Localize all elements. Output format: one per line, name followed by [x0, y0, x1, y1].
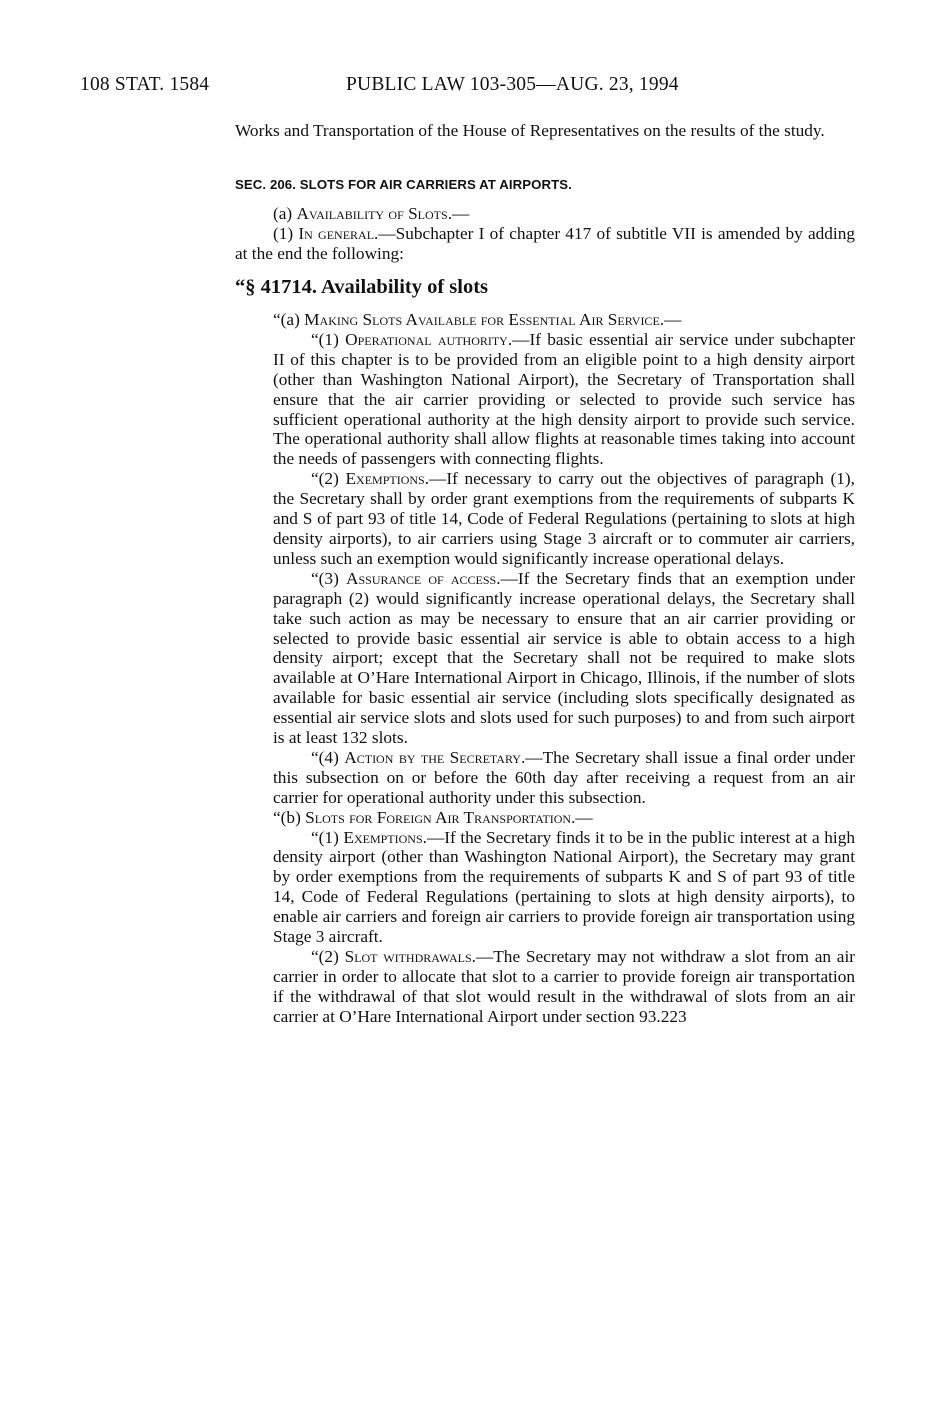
- para-caption: Exemptions: [343, 827, 423, 847]
- paragraph-1-text: .—Subchapter I of chapter 417 of subtitle VII is amended by adding at the end the following:: [235, 223, 855, 263]
- para-text: .—The Secretary may not withdraw a slot from an air carrier in order to allocate that slot to a carrier to provide foreign air transportation if the withdrawal of that slot would result in the withdrawal of slots from an air carrier at O’Hare International Airport under section 93.223: [273, 947, 855, 1026]
- para-text: .—The Secretary shall issue a final order under this subsection on or before the 60th day after receiving a request from an air carrier for operational authority under this subsection.: [273, 747, 855, 807]
- para-text: .—If basic essential air service under subchapter II of this chapter is to be provided from an eligible point to a high density airport (other than Washington National Airport), the Secretary of Transportation shall ensure that the air carrier providing or selected to provide such service has sufficient operational authority at the high density airport to provide such service. The operational authority shall allow flights at reasonable times taking into account the needs of passengers with connecting flights.: [273, 329, 855, 469]
- para-lead: “(b): [273, 807, 306, 827]
- new-section-body: [273, 310, 855, 1027]
- public-law-title: PUBLIC LAW 103-305—AUG. 23, 1994: [346, 74, 679, 95]
- para-text: .—If the Secretary finds that an exemption under paragraph (2) would significantly increase operational delays, the Secretary shall take such action as may be necessary to ensure that an air carrier providing or selected to provide basic essential air service is able to obtain access to a high density airport; except that the Secretary shall not be required to make slots available at O’Hare International Airport in Chicago, Illinois, if the number of slots available for basic essential air service (including slots specifically designated as essential air service slots and slots used for such purposes) to and from such airport is at least 132 slots.: [273, 568, 855, 748]
- paragraph-1-caption: In general: [298, 223, 375, 243]
- paragraph-1-lead: (1): [273, 223, 299, 243]
- intro-paragraph: [235, 121, 855, 141]
- para-caption: Exemptions: [345, 469, 425, 489]
- amendment-block: [235, 204, 855, 264]
- paragraph-exemptions: [273, 469, 855, 569]
- statute-page-number: 108 STAT. 1584: [80, 74, 210, 95]
- para-caption: Action by the Secretary: [344, 747, 521, 767]
- para-lead: “(3): [311, 568, 346, 588]
- subsection-a-dash: .—: [447, 204, 470, 223]
- section-heading: SEC. 206. SLOTS FOR AIR CARRIERS AT AIRPORTS.: [235, 177, 572, 192]
- paragraph-1-line: [235, 224, 855, 264]
- subsection-a-lead: (a): [273, 204, 297, 223]
- page-header: [80, 74, 780, 104]
- para-text: .—If necessary to carry out the objectives of paragraph (1), the Secretary shall by order grant exemptions from the requirements of subparts K and S of part 93 of title 14, Code of Federal Regulations (pertaining to slots at high density airports), to air carriers using Stage 3 aircraft or to commuter air carriers, unless such an exemption would significantly increase operational delays.: [273, 469, 855, 568]
- subsection-b-heading: [273, 808, 855, 828]
- paragraph-action-by-secretary: [273, 748, 855, 808]
- paragraph-slot-withdrawals: [273, 947, 855, 1027]
- paragraph-foreign-exemptions: [273, 828, 855, 947]
- para-caption: Operational authority: [345, 329, 508, 349]
- para-text: .—If the Secretary finds it to be in the public interest at a high density airport (other than Washington National Airport), the Secretary may grant by order exemptions from the requirements of subparts K and S of part 93 of title 14, Code of Federal Regulations (pertaining to slots at high density airports), to enable air carriers and foreign air carriers to provide foreign air transportation using Stage 3 aircraft.: [273, 827, 855, 947]
- para-caption: Assurance of access: [346, 568, 497, 588]
- para-lead: “(2): [311, 469, 346, 489]
- para-lead: “(1): [311, 329, 346, 349]
- para-lead: “(a): [273, 310, 305, 329]
- subsection-a-heading: [273, 310, 855, 330]
- para-text: .—: [571, 807, 593, 827]
- paragraph-operational-authority: [273, 330, 855, 469]
- para-caption: Slot withdrawals: [344, 947, 472, 966]
- intro-text: Works and Transportation of the House of Representatives on the results of the study.: [235, 121, 825, 140]
- para-caption: Making Slots Available for Essential Air Service: [304, 310, 660, 329]
- new-section-title: “§ 41714. Availability of slots: [235, 276, 489, 298]
- para-lead: “(1): [311, 827, 344, 847]
- subsection-a-caption: Availability of Slots: [296, 204, 448, 223]
- para-caption: Slots for Foreign Air Transportation: [305, 807, 572, 827]
- paragraph-assurance-of-access: [273, 569, 855, 748]
- para-lead: “(4): [311, 747, 345, 767]
- para-text: .—: [659, 310, 682, 329]
- subsection-a-line: [235, 204, 855, 224]
- para-lead: “(2): [311, 947, 345, 966]
